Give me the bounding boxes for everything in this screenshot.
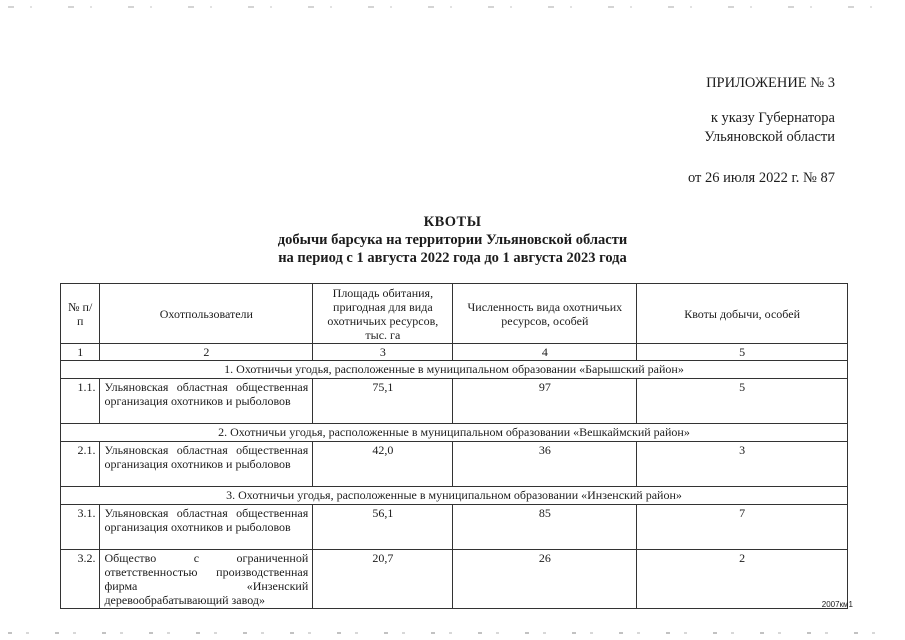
- col-number: 2: [100, 344, 313, 361]
- row-population: 36: [453, 442, 637, 487]
- table-row: [61, 505, 848, 550]
- row-user: Общество с ограниченной ответственностью производственная фирма «Инзенский деревообрабатывающий завод»: [100, 550, 313, 609]
- quotas-table: [60, 283, 848, 609]
- title-subject: добычи барсука на территории Ульяновской области: [277, 232, 628, 248]
- appendix-decree: к указу Губернатора: [710, 110, 835, 126]
- row-index: 2.1.: [61, 442, 100, 487]
- header-number: № п/п: [61, 284, 100, 344]
- header-users: Охотпользователи: [100, 284, 313, 344]
- header-row: [61, 284, 848, 344]
- footer-code: 2007км1: [821, 600, 853, 609]
- col-number: 5: [637, 344, 848, 361]
- row-user: Ульяновская областная общественная организация охотников и рыболовов: [100, 442, 313, 487]
- scan-edge-top: [8, 6, 897, 8]
- table-row: [61, 442, 848, 487]
- document-title: [0, 213, 905, 267]
- row-population: 85: [453, 505, 637, 550]
- row-user: Ульяновская областная общественная организация охотников и рыболовов: [100, 505, 313, 550]
- row-population: 26: [453, 550, 637, 609]
- row-area: 56,1: [313, 505, 453, 550]
- header-quota: Квоты добычи, особей: [637, 284, 848, 344]
- row-area: 20,7: [313, 550, 453, 609]
- row-quota: 2: [637, 550, 848, 609]
- appendix-region: Ульяновской области: [704, 129, 835, 145]
- section-title: 3. Охотничьи угодья, расположенные в муниципальном образовании «Инзенский район»: [61, 487, 848, 505]
- title-main: КВОТЫ: [423, 214, 482, 230]
- table-row: [61, 379, 848, 424]
- row-quota: 3: [637, 442, 848, 487]
- section-row: [61, 424, 848, 442]
- col-number: 1: [61, 344, 100, 361]
- title-period: на период с 1 августа 2022 года до 1 августа 2023 года: [278, 250, 627, 266]
- row-user: Ульяновская областная общественная организация охотников и рыболовов: [100, 379, 313, 424]
- row-index: 3.1.: [61, 505, 100, 550]
- row-quota: 7: [637, 505, 848, 550]
- row-area: 42,0: [313, 442, 453, 487]
- section-title: 1. Охотничьи угодья, расположенные в муниципальном образовании «Барышский район»: [61, 361, 848, 379]
- row-index: 1.1.: [61, 379, 100, 424]
- column-number-row: [61, 344, 848, 361]
- row-area: 75,1: [313, 379, 453, 424]
- row-population: 97: [453, 379, 637, 424]
- appendix-block: [595, 74, 835, 188]
- row-index: 3.2.: [61, 550, 100, 609]
- header-population: Численность вида охотничьих ресурсов, особей: [453, 284, 637, 344]
- header-area: Площадь обитания, пригодная для вида охотничьих ресурсов, тыс. га: [313, 284, 453, 344]
- scan-edge-bottom: [8, 632, 897, 634]
- table-row: [61, 550, 848, 609]
- section-row: [61, 487, 848, 505]
- col-number: 3: [313, 344, 453, 361]
- row-quota: 5: [637, 379, 848, 424]
- section-title: 2. Охотничьи угодья, расположенные в муниципальном образовании «Вешкаймский район»: [61, 424, 848, 442]
- col-number: 4: [453, 344, 637, 361]
- appendix-number: ПРИЛОЖЕНИЕ № 3: [706, 75, 835, 91]
- appendix-date: от 26 июля 2022 г. № 87: [687, 170, 835, 186]
- section-row: [61, 361, 848, 379]
